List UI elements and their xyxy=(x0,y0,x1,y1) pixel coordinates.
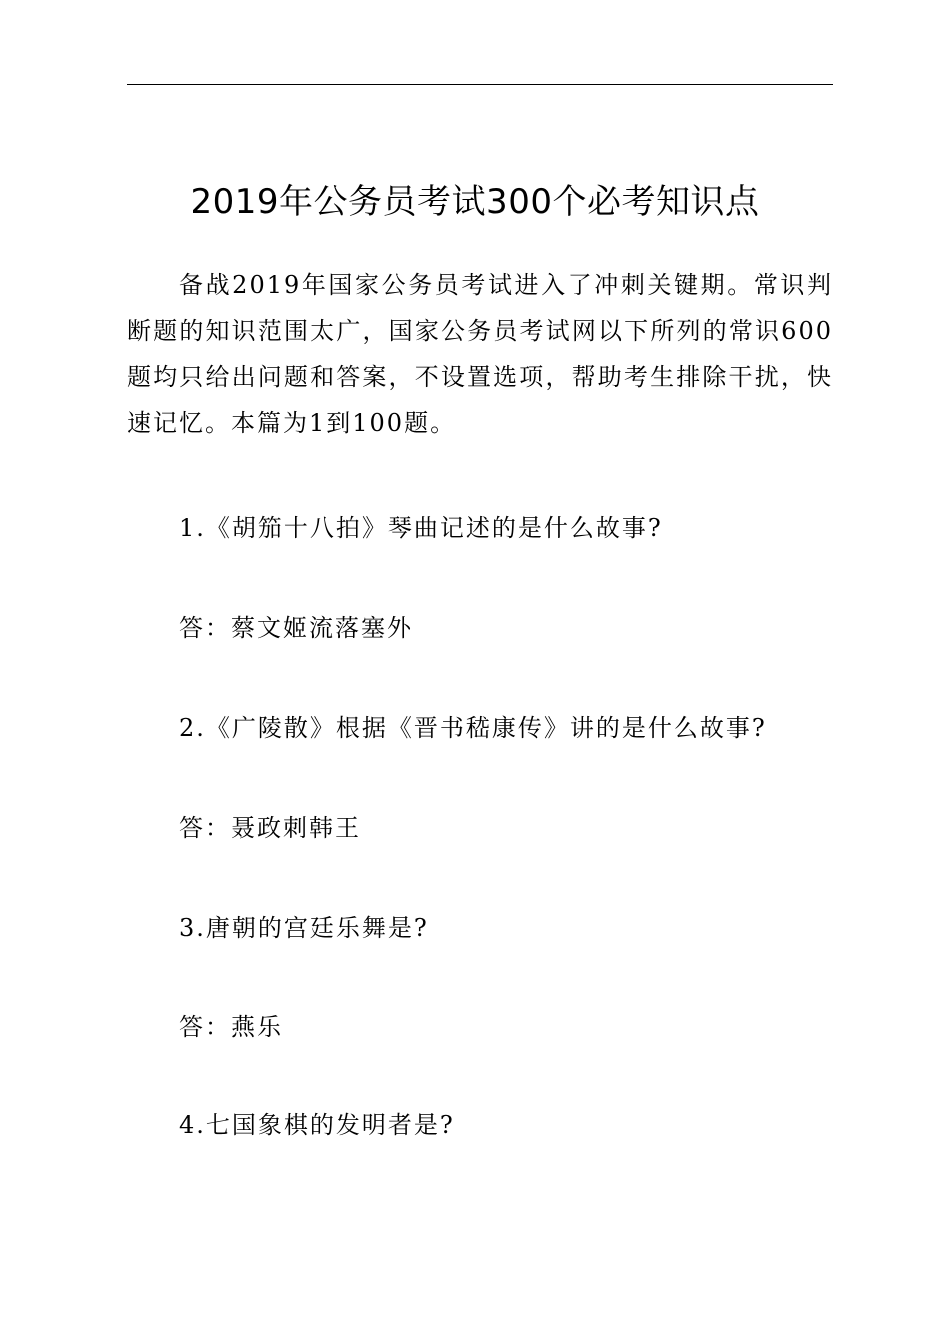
question-4: 4.七国象棋的发明者是? xyxy=(179,1111,455,1139)
answer-3: 答：燕乐 xyxy=(179,1013,283,1041)
question-1: 1.《胡笳十八拍》琴曲记述的是什么故事? xyxy=(179,514,663,542)
answer-2: 答：聂政刺韩王 xyxy=(179,814,361,842)
intro-paragraph: 备战2019年国家公务员考试进入了冲刺关键期。常识判断题的知识范围太广，国家公务员考试网以下所列的常识600题均只给出问题和答案，不设置选项，帮助考生排除干扰，快速记忆。本篇为1到100题。 xyxy=(127,271,833,437)
question-2: 2.《广陵散》根据《晋书嵇康传》讲的是什么故事? xyxy=(179,714,767,742)
header-rule xyxy=(127,84,833,85)
answer-1: 答：蔡文姬流落塞外 xyxy=(179,614,413,642)
document-title: 2019年公务员考试300个必考知识点 xyxy=(190,182,760,222)
question-3: 3.唐朝的宫廷乐舞是? xyxy=(179,914,429,942)
